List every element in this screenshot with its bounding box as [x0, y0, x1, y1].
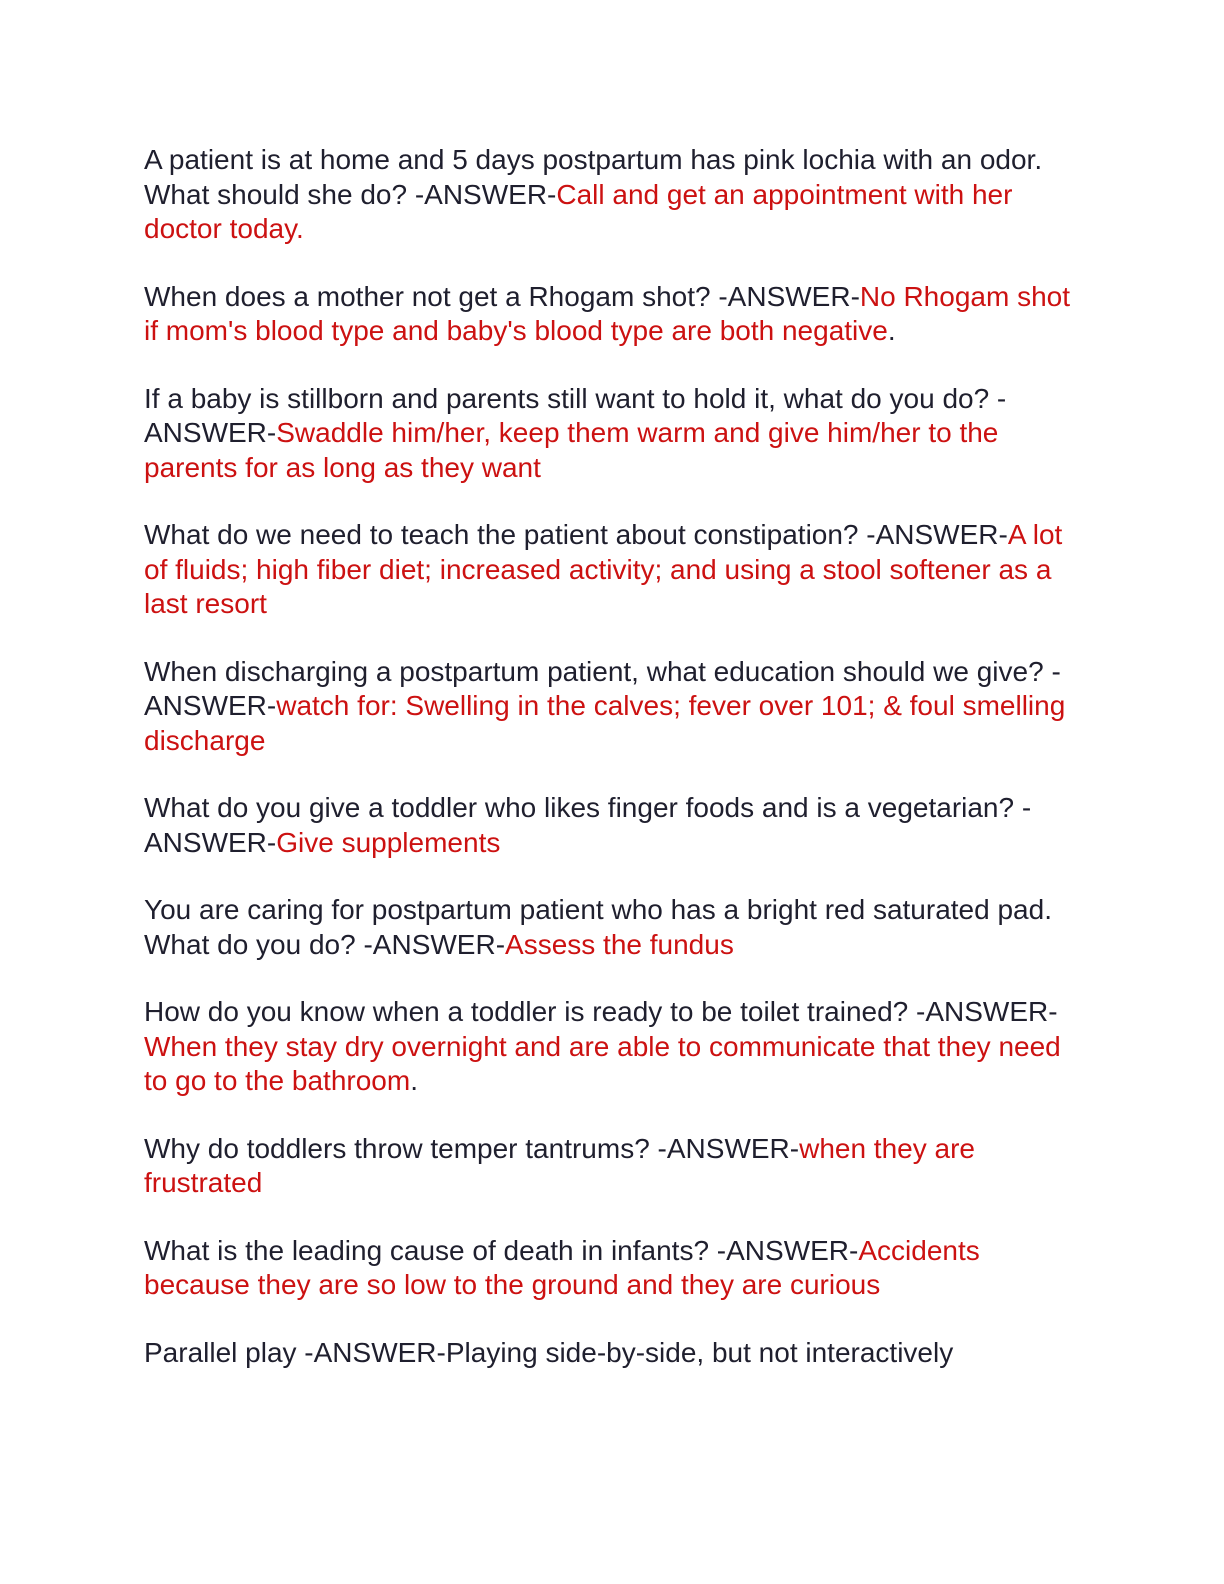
- question-text: If a baby is stillborn and parents still want to hold it, what do you do? -ANSWER-: [144, 382, 1007, 448]
- qa-item: [144, 1132, 1080, 1201]
- answer-text: A lot of fluids; high fiber diet; increased activity; and using a stool softener as a last resort: [144, 519, 1063, 619]
- qa-item: [144, 1336, 1080, 1371]
- qa-item: [144, 1234, 1080, 1303]
- qa-item: [144, 655, 1080, 759]
- question-text: You are caring for postpartum patient who has a bright red saturated pad. What do you do? -ANSWER-: [144, 894, 1052, 960]
- qa-item: [144, 143, 1080, 247]
- question-text: Why do toddlers throw temper tantrums? -ANSWER-: [144, 1132, 800, 1164]
- question-text: What is the leading cause of death in infants? -ANSWER-: [144, 1234, 859, 1266]
- answer-text: Give supplements: [276, 826, 501, 858]
- qa-item: [144, 280, 1080, 349]
- question-text: How do you know when a toddler is ready to be toilet trained? -ANSWER-: [144, 996, 1058, 1027]
- answer-tail: .: [410, 1065, 418, 1096]
- answer-text: Call and get an appointment with her doctor today.: [144, 178, 1013, 244]
- answer-text: When they stay dry overnight and are able to communicate that they need to go to the bathroom: [144, 1030, 1061, 1096]
- answer-tail: .: [887, 315, 896, 346]
- answer-text: when they are frustrated: [144, 1132, 975, 1198]
- qa-item: [144, 995, 1080, 1099]
- qa-item: [144, 791, 1080, 860]
- answer-text: Assess the fundus: [505, 928, 734, 960]
- answer-text: watch for: Swelling in the calves; fever over 101; & foul smelling discharge: [144, 690, 1066, 756]
- question-text: What do you give a toddler who likes finger foods and is a vegetarian? -ANSWER-: [144, 792, 1032, 858]
- question-text: Parallel play -ANSWER-Playing side-by-side, but not interactively: [144, 1336, 954, 1368]
- question-text: A patient is at home and 5 days postpartum has pink lochia with an odor. What should she do? -ANSWER-: [144, 144, 1043, 210]
- answer-text: No Rhogam shot if mom's blood type and baby's blood type are both negative: [144, 280, 1070, 346]
- question-text: When does a mother not get a Rhogam shot? -ANSWER-: [144, 280, 860, 312]
- question-text: What do we need to teach the patient about constipation? -ANSWER-: [144, 519, 1008, 550]
- qa-item: [144, 893, 1080, 962]
- qa-list: [144, 143, 1080, 1403]
- qa-item: [144, 382, 1080, 486]
- question-text: When discharging a postpartum patient, what education should we give? -ANSWER-: [144, 655, 1061, 721]
- answer-text: Accidents because they are so low to the ground and they are curious: [144, 1234, 980, 1300]
- qa-item: [144, 518, 1080, 622]
- answer-text: Swaddle him/her, keep them warm and give him/her to the parents for as long as they want: [144, 417, 999, 483]
